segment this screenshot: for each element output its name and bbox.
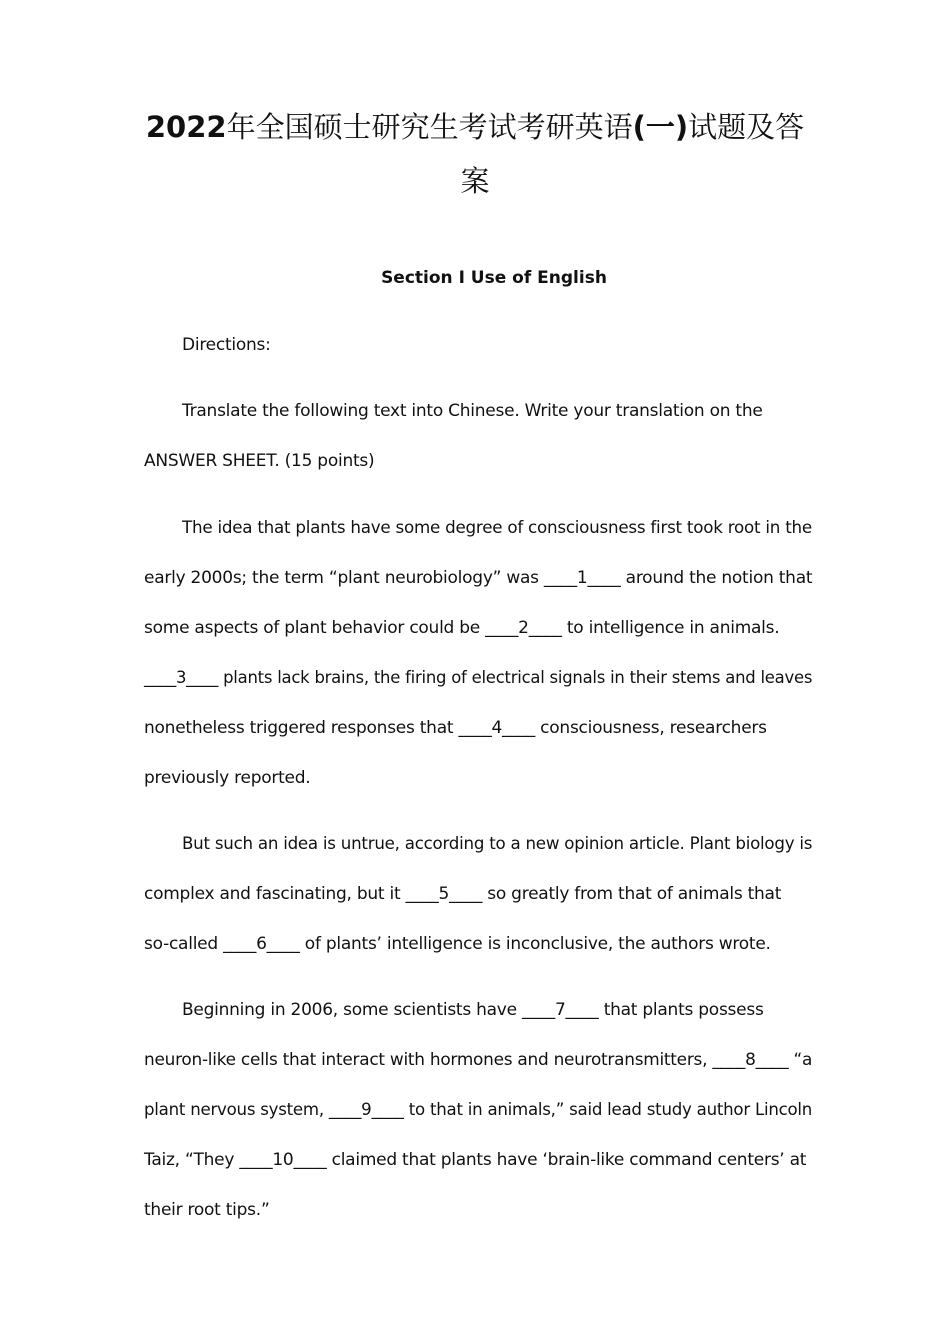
paragraph-1-line: some aspects of plant behavior could be ____2____ to intelligence in animals. [144, 618, 780, 638]
paragraph-1-line: The idea that plants have some degree of consciousness first took root in the [182, 518, 812, 538]
paragraph-3-line: plant nervous system, ____9____ to that in animals,” said lead study author Lincoln [144, 1100, 813, 1120]
directions-label: Directions: [182, 335, 271, 355]
title-text: 年全国硕士研究生考试考研英语 [226, 110, 633, 144]
paragraph-3-line: Taiz, “They ____10____ claimed that plants have ‘brain-like command centers’ at [144, 1150, 807, 1170]
title-paren: (一) [632, 110, 689, 144]
document-title-line-2: 案 [460, 164, 490, 198]
instruction-line: ANSWER SHEET. (15 points) [144, 451, 375, 471]
paragraph-3-line: neuron-like cells that interact with hormones and neurotransmitters, ____8____ “a [144, 1050, 813, 1070]
paragraph-2-line: so-called ____6____ of plants’ intelligence is inconclusive, the authors wrote. [144, 934, 771, 954]
paragraph-3-line: Beginning in 2006, some scientists have ____7____ that plants possess [182, 1000, 764, 1020]
paragraph-1-line: early 2000s; the term “plant neurobiology” was ____1____ around the notion that [144, 568, 813, 588]
document-title-line-1 [140, 100, 810, 154]
paragraph-2-line: complex and fascinating, but it ____5____ so greatly from that of animals that [144, 884, 782, 904]
paragraph-3-line: their root tips.” [144, 1200, 270, 1220]
paragraph-2-line: But such an idea is untrue, according to a new opinion article. Plant biology is [182, 834, 813, 854]
section-heading: Section I Use of English [381, 268, 607, 288]
instruction-line: Translate the following text into Chinese. Write your translation on the [182, 401, 763, 421]
paragraph-1-line: ____3____ plants lack brains, the firing of electrical signals in their stems and leaves [144, 668, 813, 688]
paragraph-1-line: previously reported. [144, 768, 311, 788]
title-tail: 试题及答 [688, 110, 805, 144]
paragraph-1-line: nonetheless triggered responses that ____4____ consciousness, researchers [144, 718, 767, 738]
title-year: 2022 [145, 110, 227, 144]
